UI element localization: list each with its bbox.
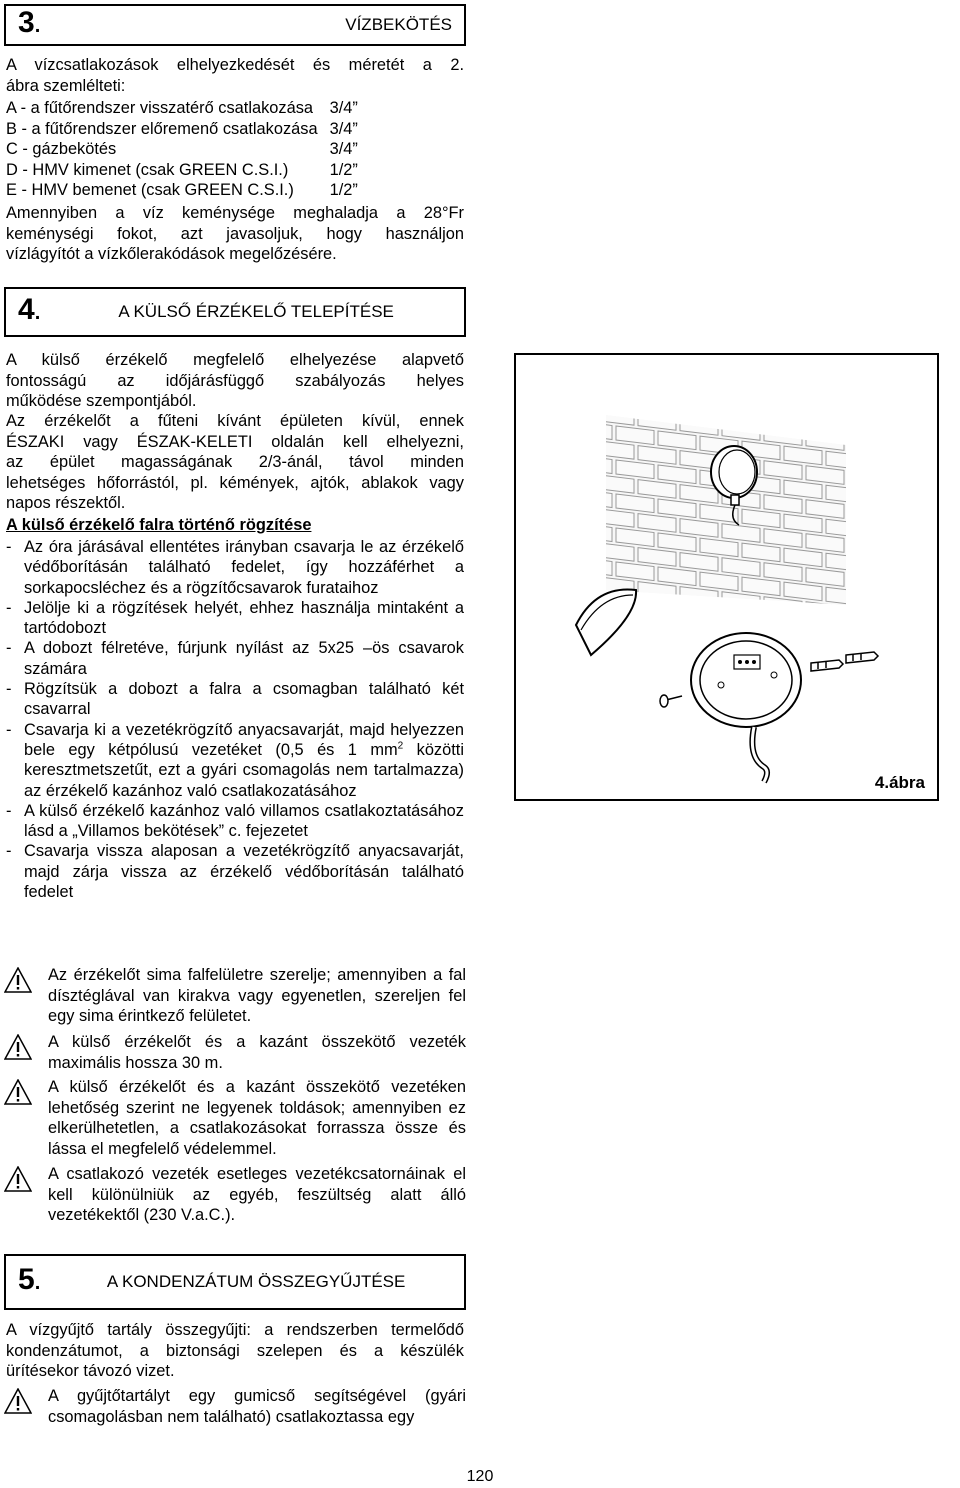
section-3-number: 3. (18, 6, 41, 40)
brick (554, 504, 592, 523)
section-4-placement: Az érzékelőt a fűteni kívánt épületen kívül, ennek ÉSZAKI vagy ÉSZAK-KELETI oldalán kell elhelyezni, az épület magasságának 2/3-ánál, távol minden lehetséges hőforrástól, pl. kémények, ajtók, ablakok vagy napos részektől. (6, 412, 464, 512)
warning-triangle-icon (4, 1166, 32, 1192)
table-row: D - HMV kimenet (csak GREEN C.S.I.) 1/2” (6, 160, 358, 179)
warning-note: A külső érzékelőt és a kazánt összekötő vezeték maximális hossza 30 m. (4, 1032, 466, 1073)
warning-note: A csatlakozó vezeték esetleges vezetékcsatornáinak el kell különülniük az egyéb, feszültség alatt álló vezetékektől (230 V.a.C.). (4, 1164, 466, 1226)
brick (848, 539, 886, 558)
table-row: A - a fűtőrendszer visszatérő csatlakozása 3/4” (6, 99, 358, 117)
water-hardness-note: Amennyiben a víz keménysége meghaladja a 28°Fr keménységi fokot, azt javasoljuk, hogy használjon vízlágyítót a vízkőlerakódások megelőzésére. (6, 204, 464, 263)
warning-triangle-icon (4, 1079, 32, 1105)
section-5-title: A KONDENZÁTUM ÖSSZEGYŰJTÉSE (106, 1271, 406, 1291)
section-5-header (4, 1254, 466, 1310)
brick (868, 524, 906, 543)
section-3-intro: A vízcsatlakozások elhelyezkedését és méretét a 2. ábra szemlélteti: (6, 56, 464, 95)
mounting-steps (6, 537, 464, 902)
section-4-number: 4. (18, 293, 41, 327)
sensor-base-box (691, 633, 801, 782)
brick (596, 407, 634, 426)
list-item: - Rögzítsük a dobozt a falra a csomagban található két csavarral (6, 679, 464, 720)
list-item: - A külső érzékelő kazánhoz való villamos csatlakoztatásához lásd a „Villamos bekötések” c. fejezetet (6, 801, 464, 842)
brick (784, 616, 822, 635)
brick (658, 601, 696, 620)
warning-triangle-icon (4, 1034, 32, 1060)
section-4-intro: A külső érzékelő megfelelő elhelyezése alapvető fontosságú az időjárásfüggő szabályozás helyes működése szempontjából. (6, 351, 464, 410)
brick (848, 505, 886, 524)
page-number: 120 (466, 1468, 494, 1485)
brick (868, 626, 906, 645)
brick (742, 611, 780, 630)
warning-triangle-icon (4, 1388, 32, 1414)
warning-note: A gyűjtőtartályt egy gumicső segítségével (gyári csomagolásban nem található) csatlakoztassa egy (4, 1386, 466, 1427)
list-item: - Jelölje ki a rögzítések helyét, ehhez használja mintaként a tartódobozt (6, 598, 464, 639)
warning-triangle-icon (4, 967, 32, 993)
brick (554, 402, 592, 421)
brick (806, 602, 844, 621)
section-3-title: VÍZBEKÖTÉS (345, 14, 452, 34)
list-item: - A dobozt félretéve, fúrjunk nyílást az 5x25 –ös csavarok számára (6, 638, 464, 679)
brick (554, 470, 592, 489)
section-5-intro: A vízgyűjtő tartály összegyűjti: a rendszerben termelődő kondenzátumot, a biztonsági szelepen és a készülék ürítésekor távozó vizet. (6, 1321, 464, 1380)
list-item: - Csavarja vissza alaposan a vezetékrögzítő anyacsavarját, majd zárja vissza az érzékelő védőborításán található fedelet (6, 841, 464, 902)
brick (848, 437, 886, 456)
brick (868, 558, 906, 577)
section-3-header (4, 4, 466, 46)
brick (554, 538, 592, 557)
list-item: - Az óra járásával ellentétes irányban csavarja le az érzékelő védőborításán található fedelet, így hozzáférhet a sorkapocsléchez és a rögzítőcsavarok furataihoz (6, 537, 464, 598)
brick (554, 572, 592, 591)
table-row: C - gázbekötés 3/4” (6, 140, 358, 158)
warning-note: Az érzékelőt sima falfelületre szerelje; amennyiben a fal dísztéglával van kirakva vagy egyenetlen, szereljen fel egy sima érintkező felületet. (4, 965, 466, 1027)
brick (700, 606, 738, 625)
table-row: B - a fűtőrendszer előremenő csatlakozása 3/4” (6, 119, 358, 138)
brick (848, 573, 886, 592)
brick (848, 471, 886, 490)
table-row: E - HMV bemenet (csak GREEN C.S.I.) 1/2” (6, 181, 358, 199)
brick (868, 456, 906, 475)
section-4-title: A KÜLSŐ ÉRZÉKELŐ TELEPÍTÉSE (118, 301, 394, 321)
list-item: - Csavarja ki a vezetékrögzítő anyacsavarját, majd helyezzen bele egy kétpólusú vezetéket (0,5 és 1 $mm^2$ közötti keresztmetszetűt, ezt a gyári csomagolás nem tartalmazza) az érzékelő kazánhoz való csatlakozatásához (6, 720, 464, 801)
sensor-cover (576, 589, 636, 655)
warning-note: A külső érzékelőt és a kazánt összekötő vezetéken lehetőség szerint ne legyenek toldások; amennyiben ez elkerülhetetlen, a csatlakozásokat forrassza össze és lássa el megfelelő védelemmel. (4, 1077, 466, 1159)
section-4-header (4, 287, 466, 337)
figure-4 (514, 353, 939, 801)
wall-mount-subheading: A külső érzékelő falra történő rögzítése (6, 516, 312, 534)
brick (868, 592, 906, 611)
brick (848, 607, 886, 626)
brick (868, 490, 906, 509)
sensor-mounting-illustration (516, 355, 937, 799)
brick (826, 621, 864, 640)
brick (554, 436, 592, 455)
section-5-number: 5. (18, 1263, 41, 1297)
figure-4-label: 4.ábra (874, 772, 925, 792)
connections-table (6, 98, 358, 201)
